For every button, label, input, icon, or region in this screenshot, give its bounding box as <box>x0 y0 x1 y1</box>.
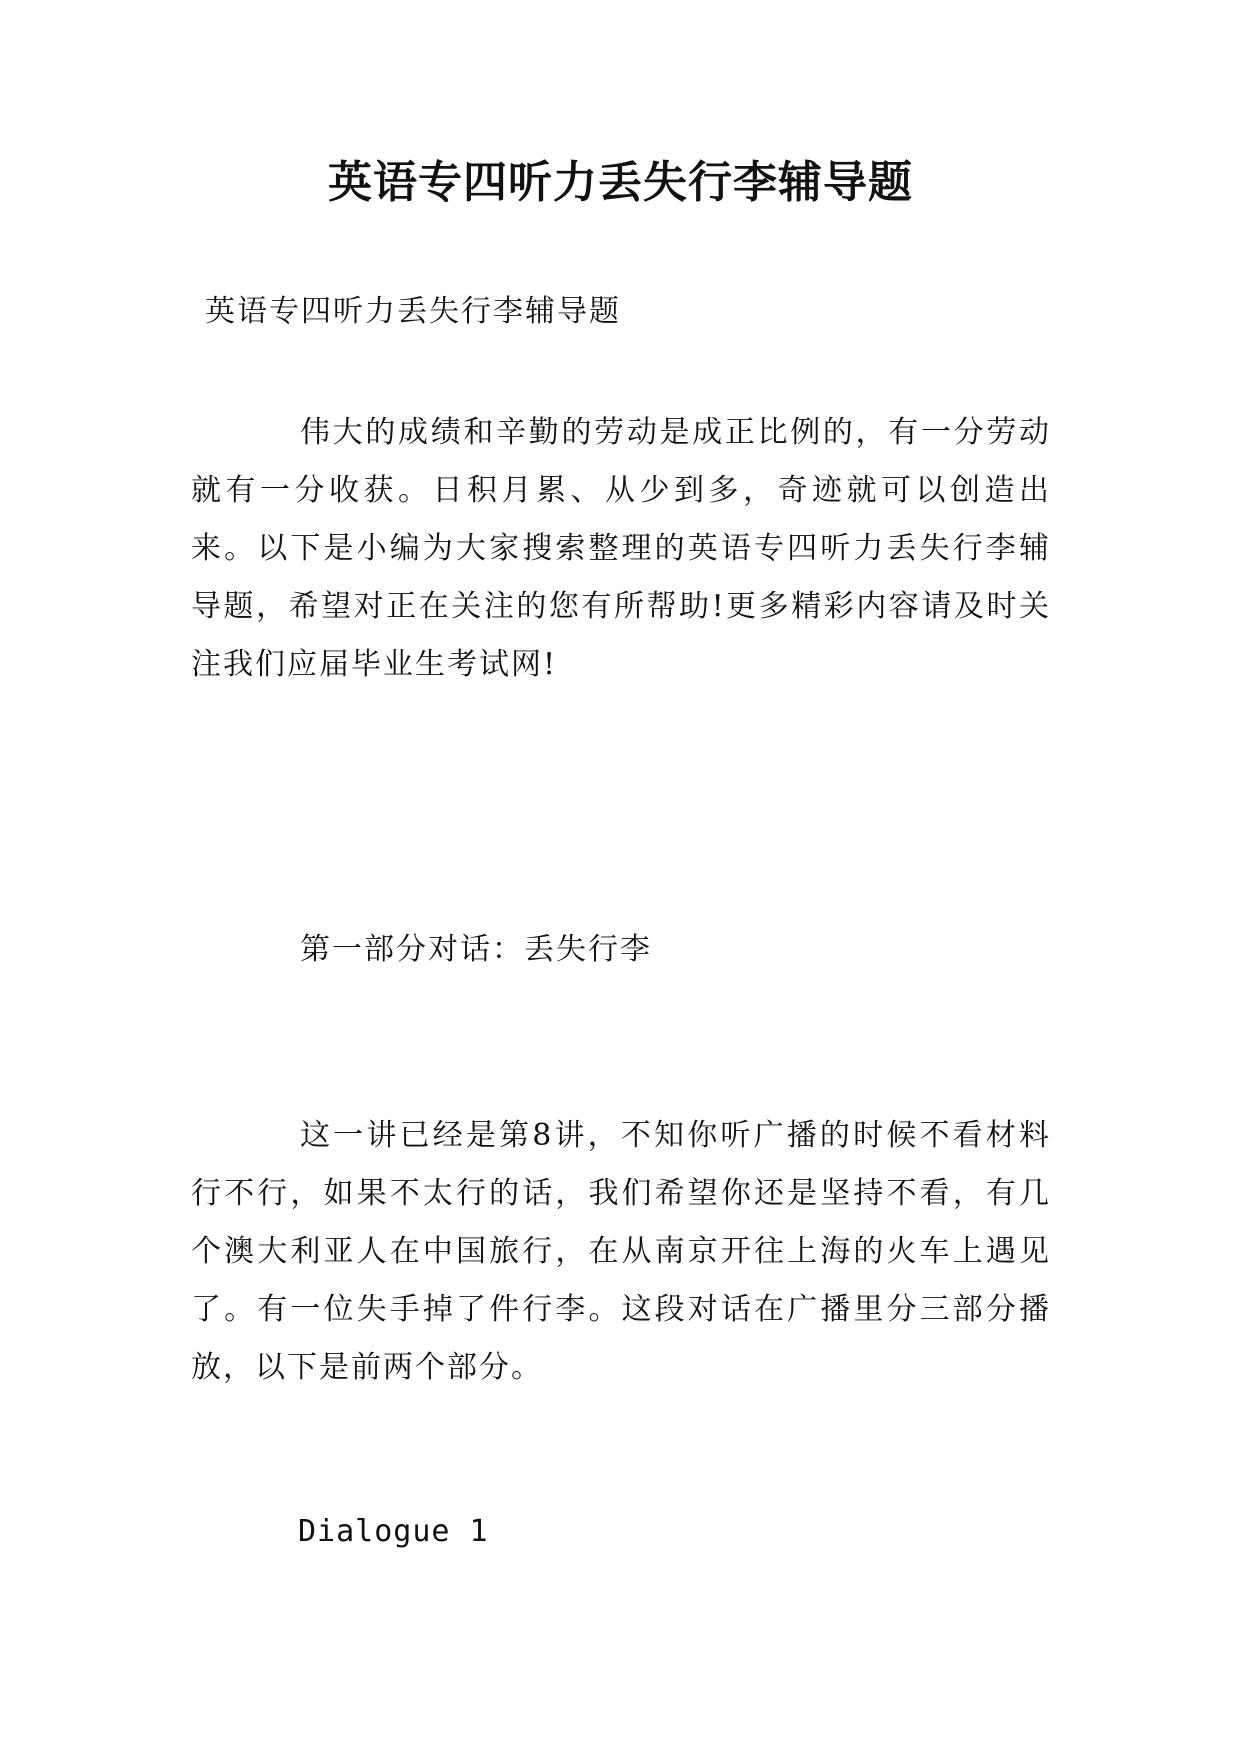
body-paragraph: 这一讲已经是第8讲，不知你听广播的时候不看材料行不行，如果不太行的话，我们希望你还是坚持不看，有几个澳大利亚人在中国旅行，在从南京开往上海的火车上遇见了。有一位失手掉了件行李。这段对话在广播里分三部分播放，以下是前两个部分。 <box>191 1118 1051 1385</box>
section-heading: 第一部分对话：丢失行李 <box>300 932 652 967</box>
dialogue-label: Dialogue 1 <box>298 1514 489 1549</box>
document-title: 英语专四听力丢失行李辅导题 <box>328 157 913 208</box>
document-subtitle: 英语专四听力丢失行李辅导题 <box>205 294 621 329</box>
intro-paragraph: 伟大的成绩和辛勤的劳动是成正比例的，有一分劳动就有一分收获。日积月累、从少到多，奇迹就可以创造出来。以下是小编为大家搜索整理的英语专四听力丢失行李辅导题，希望对正在关注的您有所帮助!更多精彩内容请及时关注我们应届毕业生考试网! <box>191 415 1051 682</box>
